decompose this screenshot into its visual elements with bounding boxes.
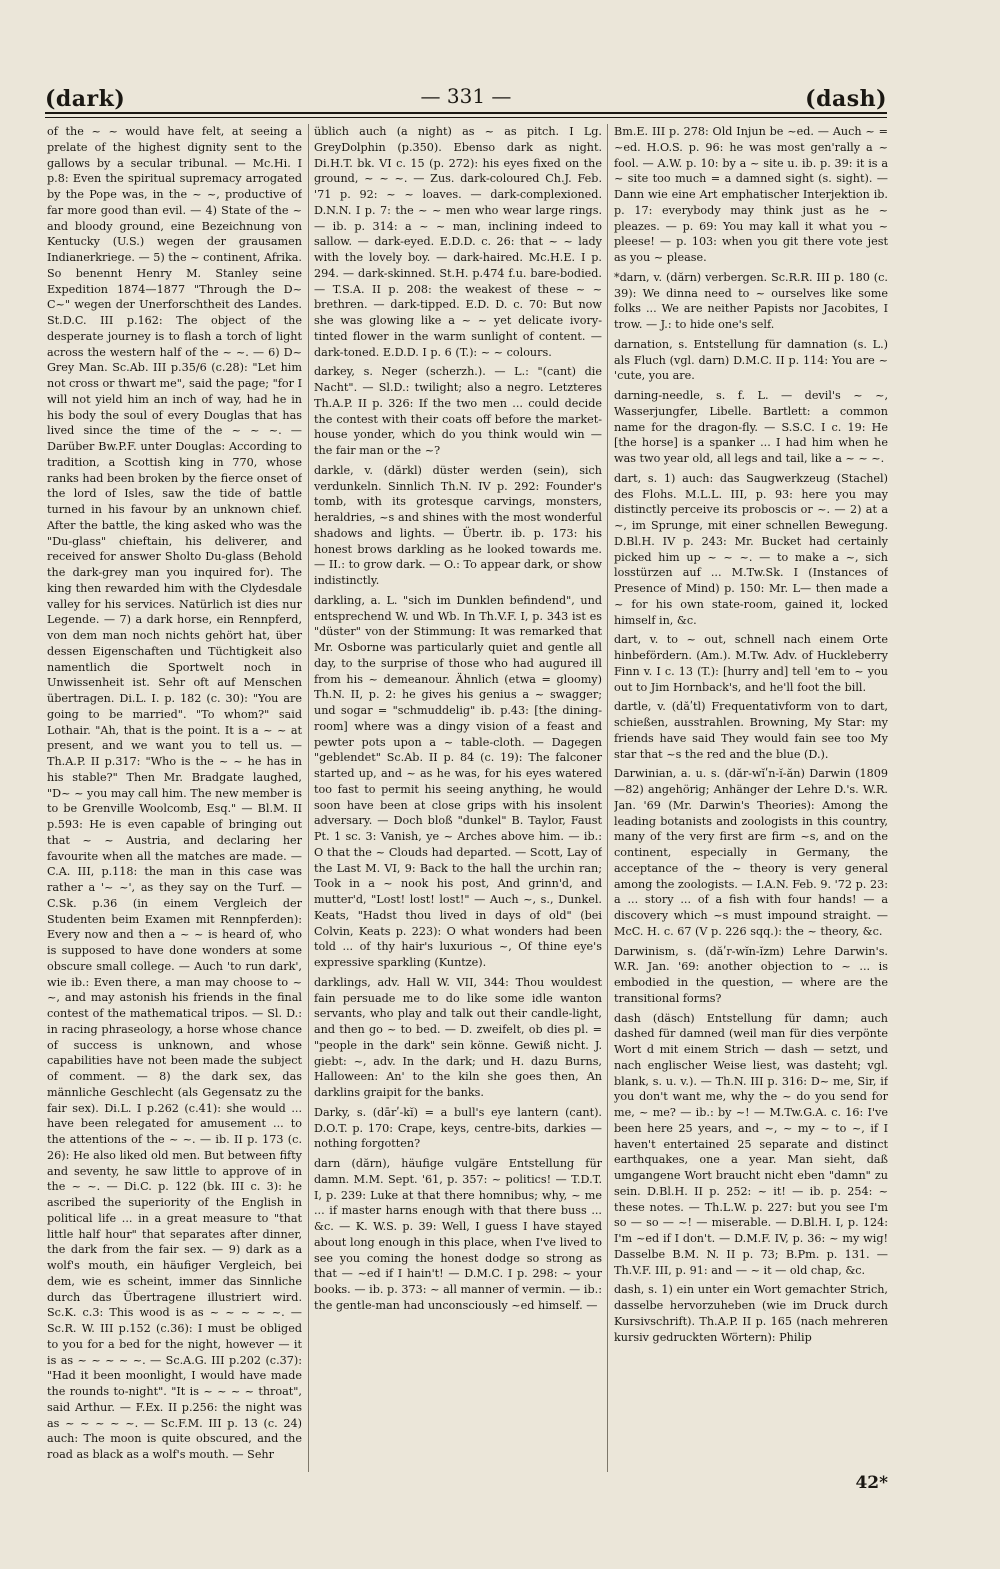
entry-darning-needle: darning-needle, s. f. L. — devil's ~ ~, Wasserjungfer, Libelle. Bartlett: a common name for the dragon-fly. — S.S.C. I c. 19: He [the horse] is a spanker ... I had him when he was two year old, all legs and tail, like a ~ ~ ~. xyxy=(614,389,888,465)
entry-darwinian: Darwinian, a. u. s. (dăr-wĭʹn-ĭ-ăn) Darwin (1809—82) angehörig; Anhänger der Lehre D.'s. W.R. Jan. '69 (Mr. Darwin's Theories): Among the leading botanists and zoologists in this country, many of the very first are firm ~s, and on the continent, especially in Germany, the acceptance of the ~ theory is very general among the zoologists. — I.A.N. Feb. 9. '72 p. 23: a ... story ... of a fish with four hands! — a discovery which ~s must impound straight. — McC. H. c. 67 (V p. 226 sqq.): the ~ theory, &c. xyxy=(614,767,888,938)
entry-dart-noun: dart, s. 1) auch: das Saugwerkzeug (Stachel) des Flohs. M.L.L. III, p. 93: here you may distinctly perceive its proboscis or ~. — 2) at a ~, im Sprunge, mit einer schnellen Bewegung. D.Bl.H. IV p. 243: Mr. Bucket had certainly picked him up ~ ~ ~. — to make a ~, sich losstürzen auf ... M.Tw.Sk. I (Instances of Presence of Mind) p. 150: Mr. L— then made a ~ for his own state-room, gained it, locked himself in, &c. xyxy=(614,471,888,627)
entry-darn-verb: *darn, v. (dărn) verbergen. Sc.R.R. III p. 180 (c. 39): We dinna need to ~ ourselves like some folks ... We are neither Papists nor Jacobites, I trow. — J.: to hide one's self. xyxy=(614,270,888,331)
column-middle xyxy=(314,124,602,1472)
entry-darnation: darnation, s. Entstellung für damnation (s. L.) als Fluch (vgl. darn) D.M.C. II p. 114: You are ~ 'cute, you are. xyxy=(614,337,888,383)
entry-dash-interj: dash (däsch) Entstellung für damn; auch dashed für damned (weil man für dies verpönte Wort d mit einem Strich — dash — setzt, und nach englischer Weise liest, was dasteht; vgl. blank, s. u. v.). — Th.N. III p. 316: D~ me, Sir, if you don't want me, why the ~ do you send for me, ~ me? — ib.: by ~! — M.Tw.G.A. c. 16: I've been here 25 years, and ~, ~ my ~ to ~, if I haven't entertained 25 separate and distinct earthquakes, one a year. Man sieht, daß umgangene Wort braucht nicht eben "damn" zu sein. D.Bl.H. II p. 252: ~ it! — ib. p. 254: ~ these notes. — Th.L.W. p. 227: but you see I'm so — so — ~! — miserable. — D.Bl.H. I, p. 124: I'm ~ed if I don't. — D.M.F. IV, p. 36: ~ my wig! Dasselbe B.M. N. II p. 73; B.Pm. p. 131. — Th.V.F. III, p. 91: and — ~ it — old chap, &c. xyxy=(614,1011,888,1277)
entry-dartle: dartle, v. (dăʹtl) Frequentativform von to dart, schießen, ausstrahlen. Browning, My Star: my friends have said They would fain see too My star that ~s the red and the blue (D.). xyxy=(614,700,888,761)
entry-dash-noun: dash, s. 1) ein unter ein Wort gemachter Strich, dasselbe hervorzuheben (wie im Druck durch Kursivschrift). Th.A.P. II p. 165 (nach mehreren kursiv gedruckten Wörtern): Philip xyxy=(614,1283,888,1344)
entry-darkey: darkey, s. Neger (scherzh.). — L.: "(cant) die Nacht". — Sl.D.: twilight; also a negro. Letzteres Th.A.P. II p. 326: If the two men ... could decide the contest with their coats off before the market-house yonder, which do you think would win — the fair man or the ~? xyxy=(314,365,602,457)
column-divider-1 xyxy=(308,124,309,1472)
entry-text: üblich auch (a night) as ~ as pitch. I Lg. GreyDolphin (p.350). Ebenso dark as night. Di.H.T. bk. VI c. 15 (p. 272): his eyes fixed on the ground, ~ ~ ~. — Zus. dark-coloured Ch.J. Feb. '71 p. 92: ~ ~ loaves. — dark-complexioned. D.N.N. I p. 7: the ~ ~ men who wear large rings. — ib. p. 314: a ~ ~ man, inclining indeed to sallow. — dark-eyed. E.D.D. c. 26: that ~ ~ lady with the lovely boy. — dark-haired. Mc.H.E. I p. 294. — dark-skinned. St.H. p.474 f.u. bare-bodied. — T.S.A. II p. 208: the weakest of these ~ ~ brethren. — dark-tipped. E.D. D. c. 70: But now she was glowing like a ~ ~ yet delicate ivory-tinted flower in the warm sunlight of content. — dark-toned. E.D.D. I p. 6 (T.): ~ ~ colours. xyxy=(314,125,602,359)
header-rule-thick xyxy=(45,112,887,114)
entry-dart-verb: dart, v. to ~ out, schnell nach einem Orte hinbefördern. (Am.). M.Tw. Adv. of Huckleberry Finn v. I c. 13 (T.): [hurry and] tell 'em to ~ you out to Jim Hornback's, and he'll foot the bill. xyxy=(614,633,888,694)
left-running-headword: (dark) xyxy=(45,86,126,112)
entry-text: Bm.E. III p. 278: Old Injun be ~ed. — Auch ~ = ~ed. H.O.S. p. 96: he was most gen'rally a ~ fool. — A.W. p. 10: by a ~ site u. ib. p. 39: it is a ~ site too much = a damned sight (s. sight). — Dann wie eine Art emphatischer Interjektion ib. p. 17: everybody may think just as he ~ pleazes. — p. 69: You may kall it what you ~ pleese! — p. 103: when you git there vote jest as you ~ please. xyxy=(614,125,888,264)
entry-darn: darn (dărn), häufige vulgäre Entstellung für damn. M.M. Sept. '61, p. 357: ~ politics! — T.D.T. I, p. 239: Luke at that there homnibus; why, ~ me ... if master harns enough with that there buss ... &c. — K. W.S. p. 39: Well, I guess I have stayed about long enough in this place, when I've lived to see you coming the honest dodge so strong as that — ~ed if I hain't! — D.M.C. I p. 298: ~ your books. — ib. p. 373: ~ all manner of vermin. — ib.: the gentle-man had unconsciously ~ed himself. — xyxy=(314,1157,602,1312)
right-running-headword: (dash) xyxy=(805,86,887,112)
column-divider-2 xyxy=(607,124,608,1472)
entry-darkling: darkling, a. L. "sich im Dunklen befindend", und entsprechend W. und Wb. In Th.V.F. I, p. 343 ist es "düster" von der Stimmung: It was remarked that Mr. Osborne was particularly quiet and gentle all day, to the surprise of those who had augured ill from his ~ demeanour. Ähnlich (etwa = gloomy) Th.N. II, p. 2: he gives his genius a ~ swagger; und sogar = "schmuddelig" ib. p.43: [the dining-room] where was a dingy vision of a feast and pewter pots upon a ~ table-cloth. — Dagegen "geblendet" Sc.Ab. II p. 84 (c. 19): The falconer started up, and ~ as he was, for his eyes watered too fast to permit his seeing anything, he would soon have been at close grips with his insolent adversary. — Doch bloß "dunkel" B. Taylor, Faust Pt. 1 sc. 3: Vanish, ye ~ Arches above him. — ib.: O that the ~ Clouds had departed. — Scott, Lay of the Last M. VI, 9: Back to the hall the urchin ran; Took in a ~ nook his post, And grinn'd, and mutter'd, "Lost! lost! lost!" — Auch ~, s., Dunkel. Keats, "Hadst thou lived in days of old" (bei Colvin, Keats p. 223): O what wonders had been told ... of thy hair's luxurious ~, Of thine eye's expressive sparkling (Kuntze). xyxy=(314,593,602,969)
page-header xyxy=(45,80,887,114)
header-rule-thin xyxy=(45,117,887,118)
entry-darky: Darky, s. (dārʹ-kĭ) = a bull's eye lantern (cant). D.O.T. p. 170: Crape, keys, centre-bits, darkies — nothing forgotten? xyxy=(314,1105,602,1151)
entry-darklings: darklings, adv. Hall W. VII, 344: Thou wouldest fain persuade me to do like some idle wanton servants, who play and talk out their candle-light, and then go ~ to bed. — D. zweifelt, ob dies pl. = "people in the dark" sein könne. Gewiß nicht. J. giebt: ~, adv. In the dark; und H. dazu Burns, Halloween: An' to the kiln she goes then, An darklins graipit for the banks. xyxy=(314,975,602,1099)
page-number: — 331 — xyxy=(420,84,512,108)
column-right xyxy=(614,124,888,1472)
printer-signature: 42* xyxy=(855,1473,888,1493)
entry-text: of the ~ ~ would have felt, at seeing a prelate of the highest dignity sent to the gallows by a secular tribunal. — Mc.Hi. I p.8: Even the spiritual supremacy arrogated by the Pope was, in the ~ ~, productive of far more good than evil. — 4) State of the ~ and bloody ground, eine Bezeichnung von Kentucky (U.S.) wegen der grausamen Indianerkriege. — 5) the ~ continent, Afrika. So benennt Henry M. Stanley seine Expedition 1874—1877 "Through the D~ C~" wegen der Unerforschtheit des Landes. St.D.C. III p.162: The object of the desperate journey is to flash a torch of light across the western half of the ~ ~. — 6) D~ Grey Man. Sc.Ab. III p.35/6 (c.28): "Let him not cross or thwart me", said the page; "for I will not yield him an inch of way, had he in his body the soul of every Douglas that has lived since the time of the ~ ~ ~. — Darüber Bw.P.F. unter Douglas: According to tradition, a Scottish king in 770, whose ranks had been broken by the fierce onset of the lord of Isles, saw the tide of battle turned in his favour by an unknown chief. After the battle, the king asked who was the "Du-glass" chieftain, his deliverer, and received for answer Sholto Du-glass (Behold the dark-grey man you inquired for). The king then rewarded him with the Clydesdale valley for his services. Natürlich ist dies nur Legende. — 7) a dark horse, ein Rennpferd, von dem man noch nichts gehört hat, über dessen Eigenschaften und Tüchtigkeit also namentlich die Sportwelt noch in Unwissenheit ist. Sehr oft auf Menschen übertragen. Di.L. I. p. 182 (c. 30): "You are going to be married". "To whom?" said Lothair. "Ah, that is the point. It is a ~ ~ at present, and we want you to tell us. — Th.A.P. II p.317: "Who is the ~ ~ he has in his stable?" Then Mr. Bradgate laughed, "D~ ~ you may call him. The new member is to be Grenville Woolcomb, Esq." — Bl.M. II p.593: He is even capable of bringing out that ~ ~ Austria, and declaring her favourite when all the matches are made. — C.A. III, p.118: the man in this case was rather a '~ ~', as they say on the Turf. — C.Sk. p.36 (in einem Vergleich der Studenten beim Examen mit Rennpferden): Every now and then a ~ ~ is heard of, who is supposed to have done wonders at some obscure small college. — Auch 'to run dark', wie ib.: Even there, a man may choose to ~ ~, and may astonish his friends in the final contest of the mathematical tripos. — Sl. D.: in racing phraseology, a horse whose chance of success is unknown, and whose capabilities have not been made the subject of comment. — 8) the dark sex, das männliche Geschlecht (als Gegensatz zu the fair sex). Di.L. I p.262 (c.41): she would ... have been relegated for amusement ... to the attentions of the ~ ~. — ib. II p. 173 (c. 26): He also liked old men. But between fifty and seventy, he saw little to approve of in the ~ ~. — Di.C. p. 122 (bk. III c. 3): he ascribed the superiority of the English in political life ... in a great measure to "that little half hour" that separates after dinner, the dark from the fair sex. — 9) dark as a wolf's mouth, ein häufiger Vergleich, bei dem, wie es scheint, immer das Sinnliche durch das Übertragene illustriert wird. Sc.K. c.3: This wood is as ~ ~ ~ ~ ~. — Sc.R. W. III p.152 (c.36): I must be obliged to you for a bed for the night, however — it is as ~ ~ ~ ~ ~. — Sc.A.G. III p.202 (c.37): "Had it been moonlight, I would have made the rounds to-night". "It is ~ ~ ~ ~ throat", said Arthur. — F.Ex. II p.256: the night was as ~ ~ ~ ~ ~. — Sc.F.M. III p. 13 (c. 24) auch: The moon is quite obscured, and the road as black as a wolf's mouth. — Sehr xyxy=(47,125,302,1461)
entry-darkle: darkle, v. (dărkl) düster werden (sein), sich verdunkeln. Sinnlich Th.N. IV p. 292: Founder's tomb, with its grotesque carvings, monsters, heraldries, ~s and shines with the most wonderful shadows and lights. — Übertr. ib. p. 173: his honest brows darkling as he looked towards me. — II.: to grow dark. — O.: To appear dark, or show indistinctly. xyxy=(314,463,602,587)
column-left xyxy=(47,124,302,1472)
entry-darwinism: Darwinism, s. (dăʹr-wĭn-ĭzm) Lehre Darwin's. W.R. Jan. '69: another objection to ~ ... is embodied in the question, — where are the transitional forms? xyxy=(614,944,888,1005)
